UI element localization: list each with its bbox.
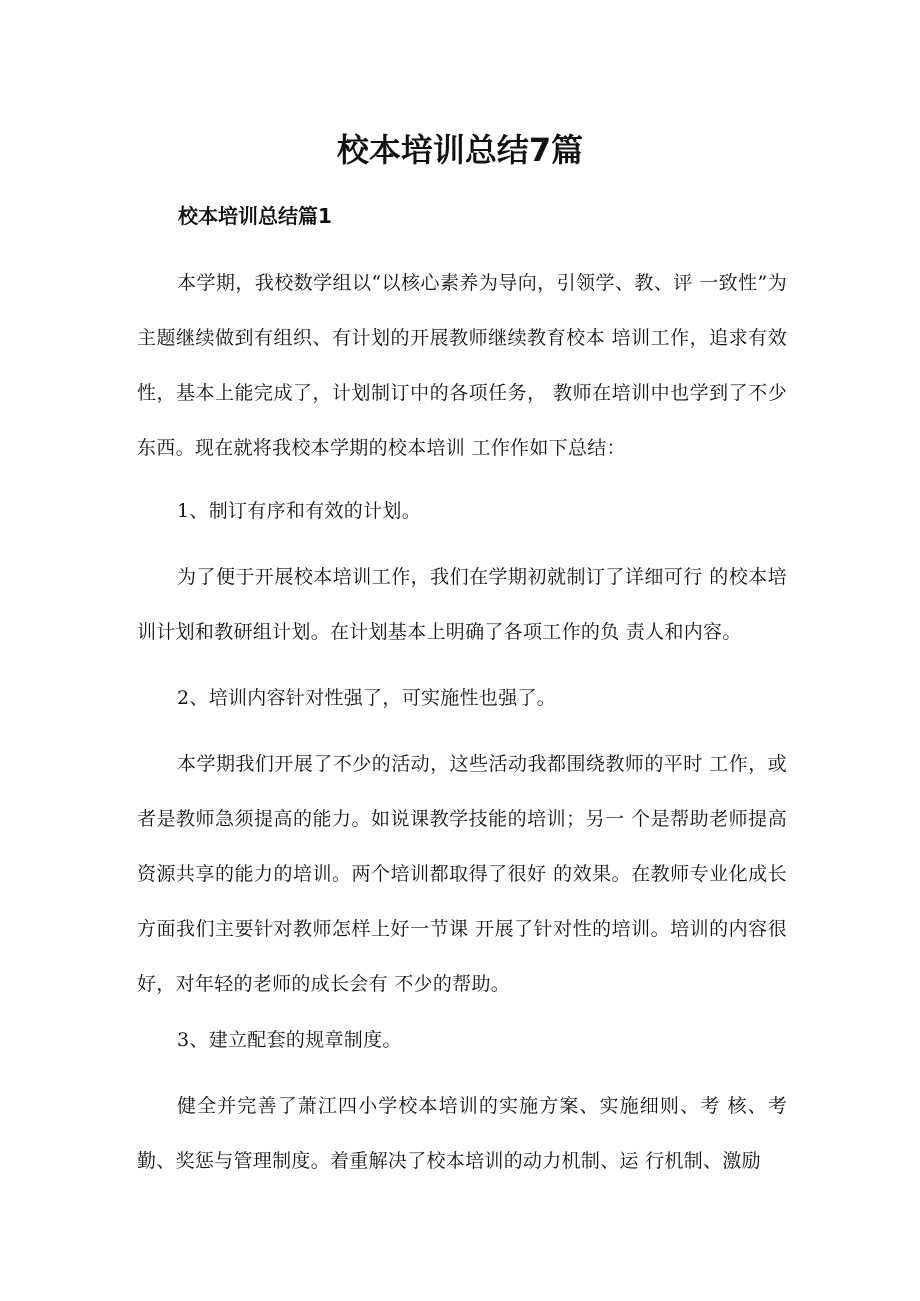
paragraph-heading-1: 1、制订有序和有效的计划。 <box>177 500 421 522</box>
section-title: 校本培训总结篇1 <box>178 204 332 228</box>
document-title: 校本培训总结7篇 <box>336 131 584 169</box>
paragraph-regulations: 健全并完善了萧江四小学校本培训的实施方案、实施细则、考 核、考勤、奖惩与管理制度。着重解决了校本培训的动力机制、运 行机制、激励 <box>137 1095 787 1172</box>
paragraph-heading-3: 3、建立配套的规章制度。 <box>177 1029 402 1051</box>
paragraph-activities: 本学期我们开展了不少的活动，这些活动我都围绕教师的平时 工作，或者是教师急须提高的能力。如说课教学技能的培训；另一 个是帮助老师提高资源共享的能力的培训。两个培训都取得了很好 的效果。在教师专业化成长方面我们主要针对教师怎样上好一节课 开展了针对性的培训。培训的内容很好，对年轻的老师的成长会有 不少的帮助。 <box>137 753 787 995</box>
paragraph-heading-2: 2、培训内容针对性强了，可实施性也强了。 <box>177 687 557 709</box>
paragraph-plan: 为了便于开展校本培训工作，我们在学期初就制订了详细可行 的校本培训计划和教研组计划。在计划基本上明确了各项工作的负 责人和内容。 <box>137 566 787 643</box>
paragraph-intro: 本学期，我校数学组以“以核心素养为导向，引领学、教、评 一致性”为主题继续做到有组织、有计划的开展教师继续教育校本 培训工作，追求有效性，基本上能完成了，计划制订中的各项任务， 教师在培训中也学到了不少东西。现在就将我校本学期的校本培训 工作作如下总结： <box>137 272 787 459</box>
